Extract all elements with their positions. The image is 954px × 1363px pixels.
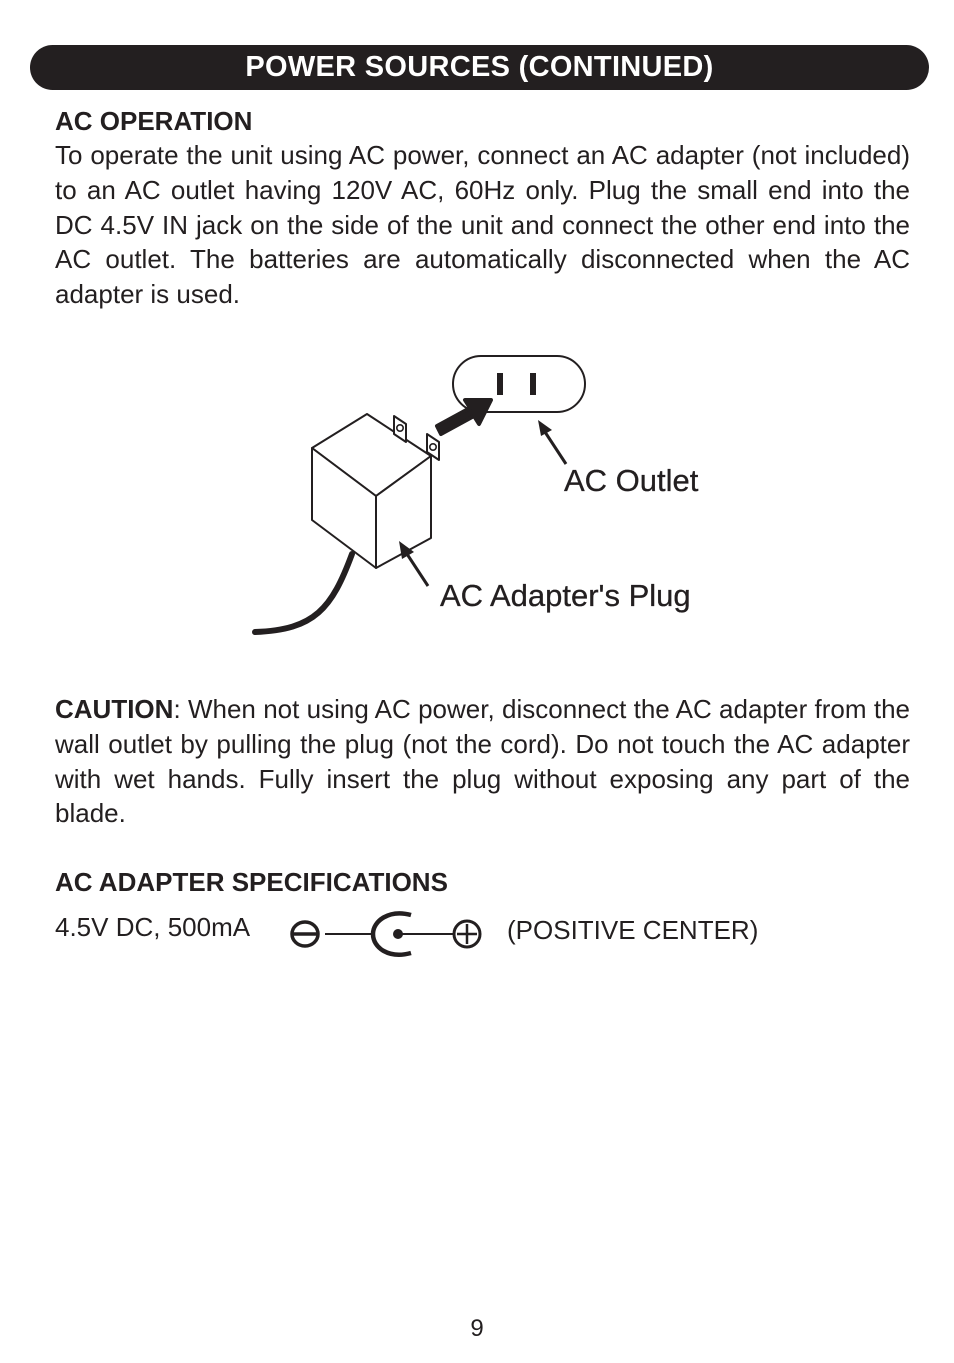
specifications-heading: AC ADAPTER SPECIFICATIONS xyxy=(55,867,448,897)
page-number: 9 xyxy=(470,1315,484,1342)
caution-text xyxy=(55,692,910,831)
polarity-note: (POSITIVE CENTER) xyxy=(507,915,759,945)
section-title: POWER SOURCES (CONTINUED) xyxy=(245,51,714,83)
polarity-symbol xyxy=(285,908,495,958)
ac-outlet-label: AC Outlet xyxy=(564,463,699,498)
ac-operation-text: To operate the unit using AC power, connect an AC adapter (not included) to an AC outlet having 120V AC, 60Hz only. Plug the small end into the DC 4.5V IN jack on the side of the unit and connect the other end into the AC outlet. The batteries are automatically disconnected when the AC adapter is used. xyxy=(55,140,910,309)
adapter-cord xyxy=(255,554,352,632)
caution-label: CAUTION xyxy=(55,694,174,724)
outlet-pointer-arrow-icon xyxy=(538,420,552,436)
adapter-rating: 4.5V DC, 500mA xyxy=(55,912,251,942)
outlet-slot-right xyxy=(530,373,536,395)
ac-adapter-diagram xyxy=(0,330,954,670)
ac-adapter-plug-label: AC Adapter's Plug xyxy=(440,578,691,613)
ac-operation-heading: AC OPERATION xyxy=(55,106,253,136)
outlet-slot-left xyxy=(497,373,503,395)
caution-body: : When not using AC power, disconnect the AC adapter from the wall outlet by pulling the plug (not the cord). Do not touch the AC adapter with wet hands. Fully insert the plug without exposing any part of the blade. xyxy=(55,694,910,829)
section-header xyxy=(30,45,929,90)
